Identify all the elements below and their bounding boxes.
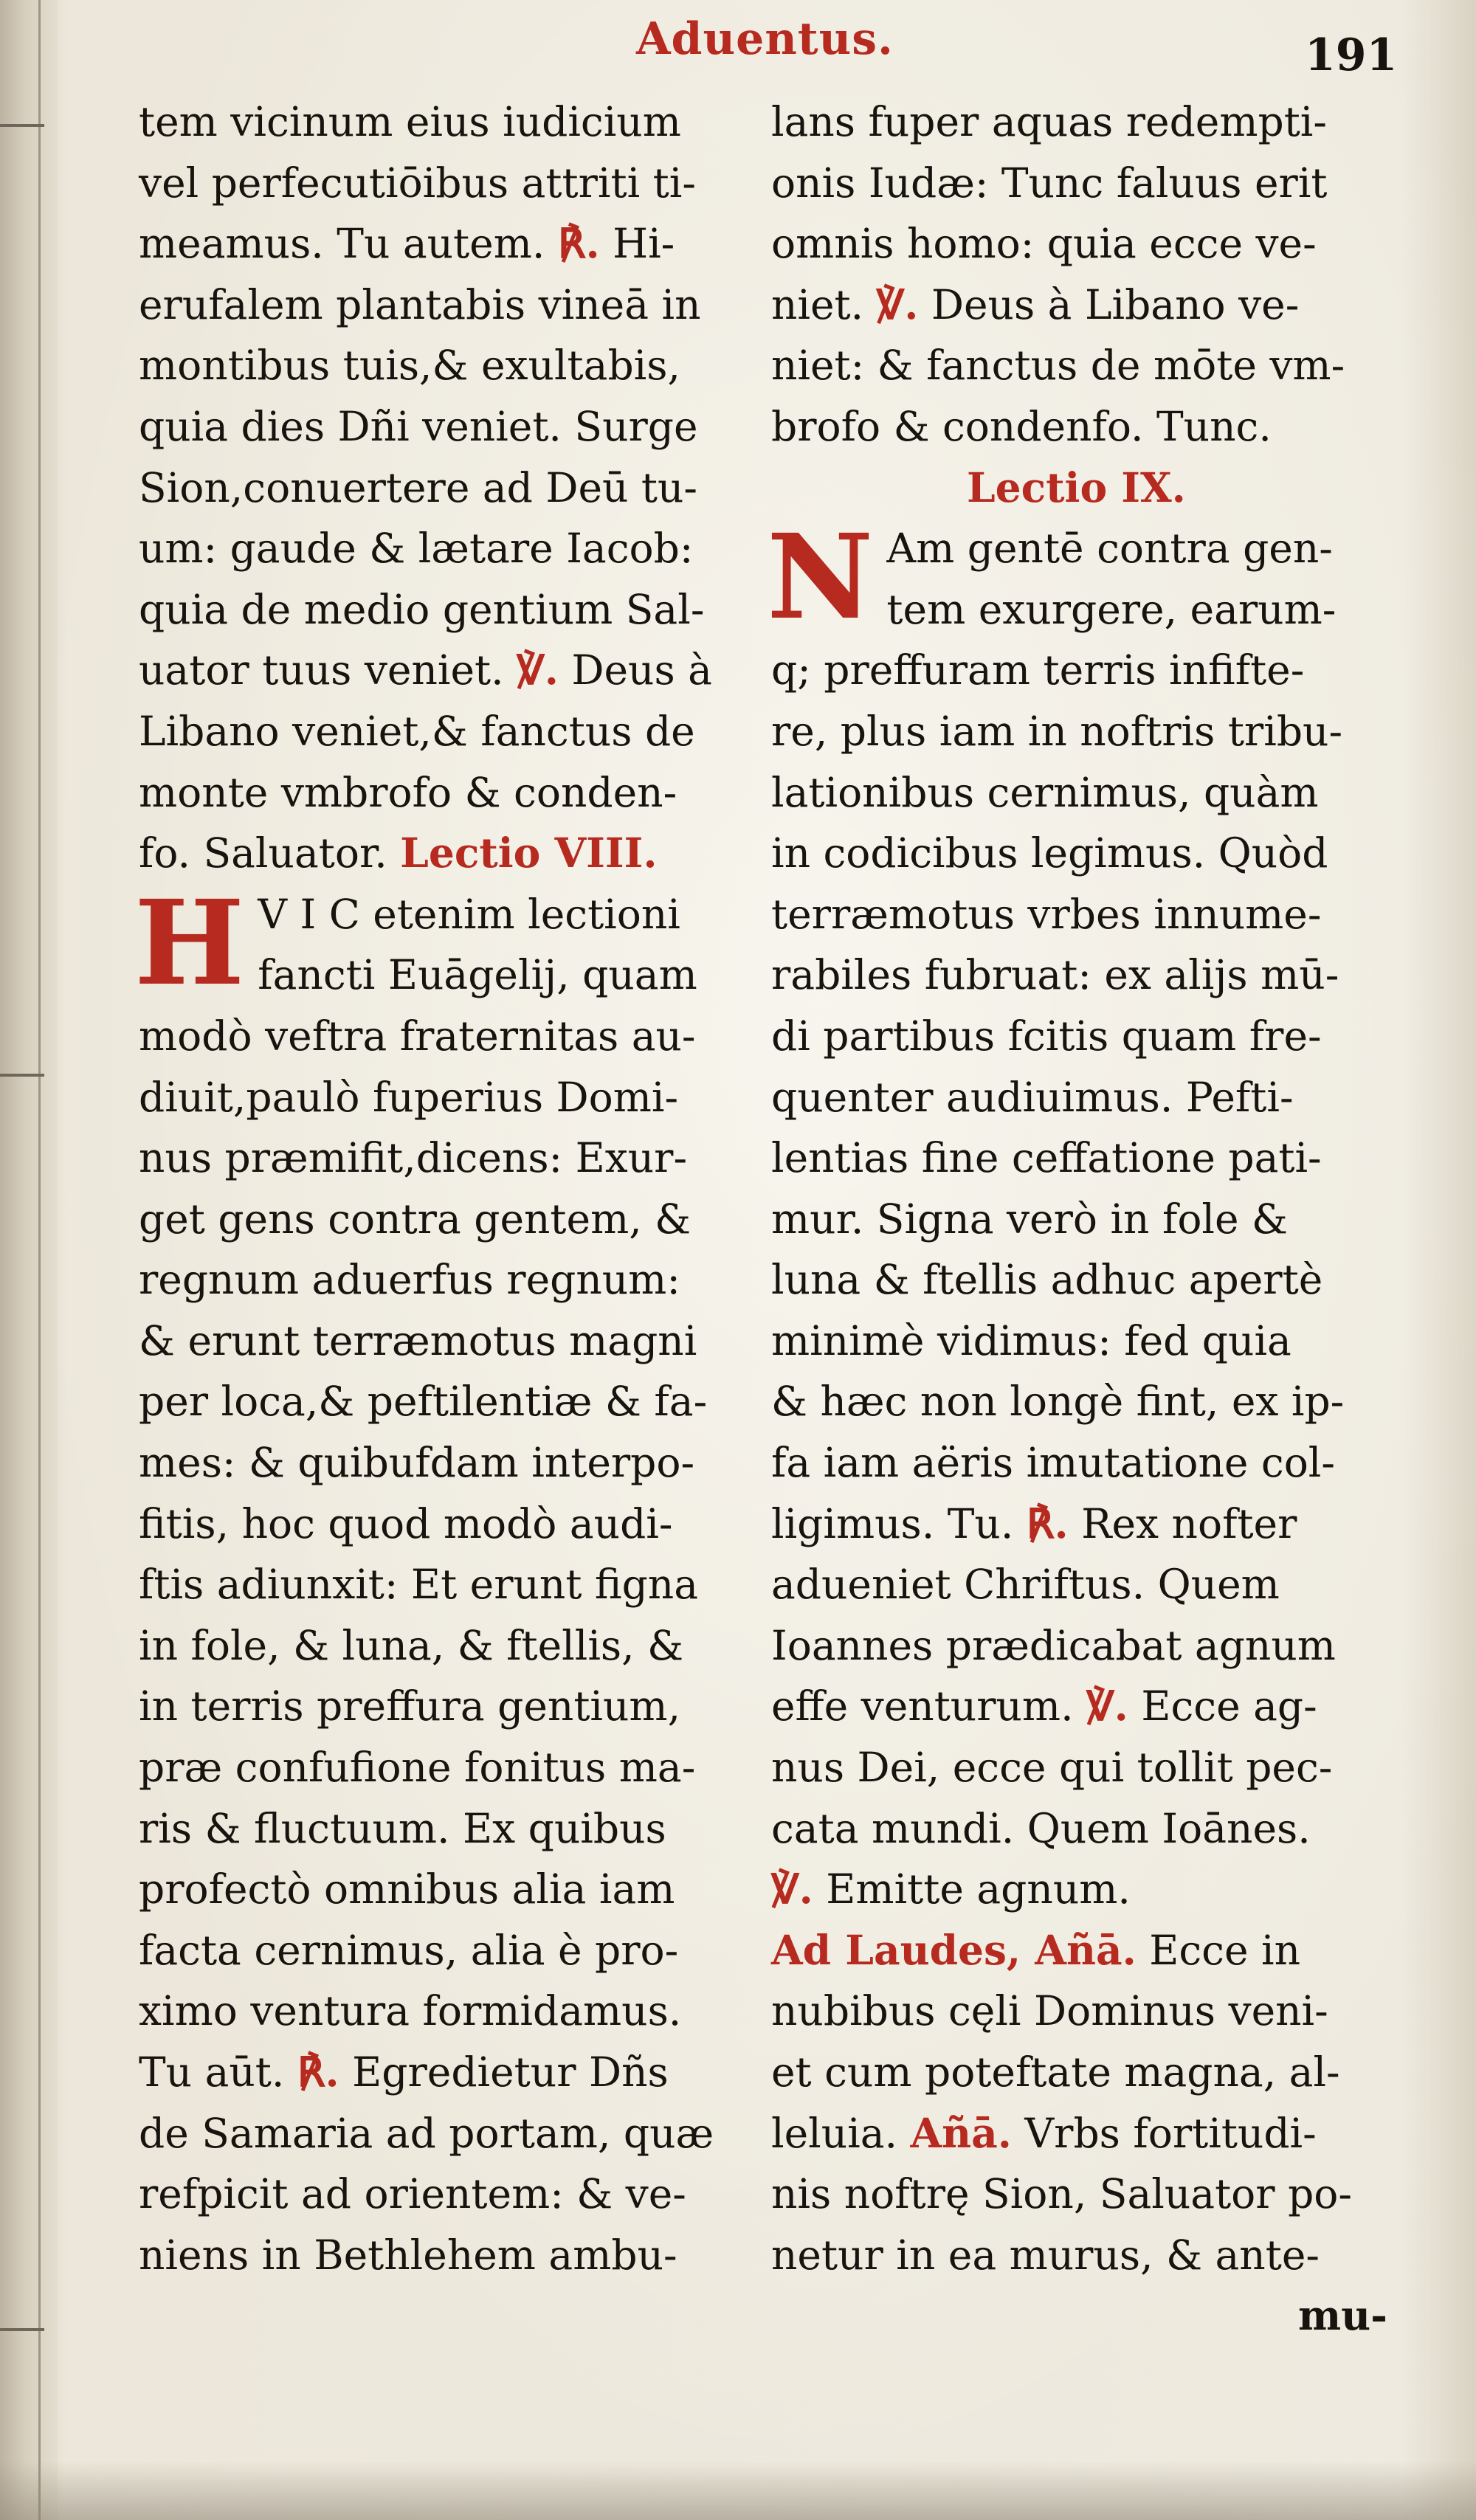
text-segment: effe venturum. [771, 1682, 1087, 1730]
text-line: præ confufione fonitus ma- [139, 1744, 696, 1792]
text-line: omnis homo: quia ecce ve- [771, 220, 1317, 268]
rubric-mark: Ad Laudes, Añā. [771, 1925, 1137, 1974]
text-segment: Ecce in [1136, 1926, 1301, 1974]
text-line: monte vmbrofo & conden- [139, 768, 677, 816]
left-column [134, 92, 751, 2285]
right-column-text [771, 92, 1387, 458]
lectio-ix-text [771, 518, 1387, 2285]
text-line: ris & fluctuum. Ex quibus [139, 1804, 666, 1852]
text-segment: niet. [771, 280, 877, 328]
text-line: fa iam aëris imutatione col- [771, 1439, 1335, 1487]
text-line: quia dies Dñi veniet. Surge [139, 402, 698, 450]
drop-cap-h: H [134, 874, 245, 1012]
text-line [771, 275, 1387, 336]
text-line: niet: & fanctus de mōte vm- [771, 342, 1345, 390]
text-line: Ioannes prædicabat agnum [771, 1621, 1336, 1669]
text-line: in fole, & luna, & ftellis, & [139, 1621, 684, 1669]
text-line: erufalem plantabis vineā in [139, 280, 701, 328]
text-line: re, plus iam in noftris tribu- [771, 707, 1343, 755]
rubric-mark: ℣. [1086, 1682, 1128, 1730]
text-line: Libano veniet,& fanctus de [139, 707, 695, 755]
gutter-thread-mark [0, 124, 44, 127]
lectio-ix-block [767, 509, 1387, 2285]
text-line: vel perfecutiōibus attriti ti- [139, 159, 696, 207]
right-column [767, 92, 1387, 2347]
rubric-mark: Añā. [910, 2108, 1012, 2157]
text-line: ximo ventura formidamus. [139, 1987, 682, 2035]
text-line: & erunt terræmotus magni [139, 1316, 697, 1364]
text-line: niens in Bethlehem ambu- [139, 2231, 677, 2279]
left-column-text [139, 92, 751, 884]
text-segment: Vrbs fortitudi- [1011, 2109, 1317, 2157]
text-line: nus præmifit,dicens: Exur- [139, 1134, 688, 1182]
text-line: minimè vidimus: fed quia [771, 1316, 1292, 1364]
text-segment: Egredietur Dñs [339, 2048, 669, 2096]
text-line: brofo & condenfo. Tunc. [771, 402, 1272, 450]
rubric-mark: ℣. [517, 646, 559, 694]
text-segment: Ecce ag- [1128, 1682, 1317, 1730]
page-bottom-shadow [0, 2461, 1476, 2520]
text-segment: fo. Saluator. [139, 829, 401, 877]
text-line: cata mundi. Quem Ioānes. [771, 1804, 1311, 1852]
text-line [771, 1920, 1387, 1981]
text-line: V I C etenim lectioni [258, 890, 680, 938]
text-line [139, 640, 751, 701]
gutter-crease [38, 0, 41, 2520]
text-line [139, 823, 751, 884]
text-line: quenter audiuimus. Pefti- [771, 1073, 1294, 1121]
text-line [139, 2042, 751, 2103]
text-line: regnum aduerfus regnum: [139, 1256, 680, 1304]
text-line: nis noftrę Sion, Saluator po- [771, 2170, 1352, 2218]
text-line: in codicibus legimus. Quòd [771, 829, 1328, 877]
binding-gutter [0, 0, 58, 2520]
rubric-mark: ℣. [771, 1865, 813, 1913]
text-segment: Deus à [558, 646, 712, 694]
text-line: in terris preffura gentium, [139, 1682, 681, 1730]
lectio-viii-block [134, 874, 751, 2286]
text-segment: leluia. [771, 2109, 911, 2157]
text-segment: ligimus. Tu. [771, 1499, 1027, 1547]
text-line: um: gaude & lætare Iacob: [139, 525, 694, 573]
gutter-thread-mark [0, 1074, 44, 1077]
text-line: Sion,conuertere ad Deū tu- [139, 463, 698, 511]
text-line: fancti Euāgelij, quam [258, 951, 697, 999]
text-line: netur in ea murus, & ante- [771, 2231, 1320, 2279]
text-line: mes: & quibufdam interpo- [139, 1439, 695, 1487]
text-segment: Hi- [599, 220, 675, 268]
text-line: fitis, hoc quod modò audi- [139, 1499, 673, 1547]
text-line: nus Dei, ecce qui tollit pec- [771, 1744, 1333, 1792]
catchword: mu- [1297, 2291, 1387, 2340]
text-line: & hæc non longè fint, ex ip- [771, 1378, 1345, 1426]
text-line: tem exurgere, earum- [886, 585, 1337, 633]
text-line: lans fuper aquas redempti- [771, 98, 1327, 145]
text-segment: Rex nofter [1068, 1499, 1297, 1547]
text-line: tem vicinum eius iudicium [139, 98, 681, 145]
text-line: adueniet Chriftus. Quem [771, 1561, 1280, 1609]
text-line: rabiles fubruat: ex alijs mū- [771, 951, 1339, 999]
text-line: quia de medio gentium Sal- [139, 585, 705, 633]
text-line: lationibus cernimus, quàm [771, 768, 1319, 816]
text-line: facta cernimus, alia è pro- [139, 1926, 679, 1974]
text-segment: meamus. Tu autem. [139, 220, 558, 268]
text-line: de Samaria ad portam, quæ [139, 2109, 714, 2157]
folio-number: 191 [1305, 30, 1398, 81]
text-line: luna & ftellis adhuc apertè [771, 1256, 1323, 1304]
text-line: profectò omnibus alia iam [139, 1865, 675, 1913]
text-segment: uator tuus veniet. [139, 646, 517, 694]
rubric-mark: ℣. [876, 280, 919, 328]
rubric-mark: Lectio VIII. [400, 829, 658, 877]
text-line: per loca,& peftilentiæ & fa- [139, 1378, 708, 1426]
text-line: diuit,paulò fuperius Domi- [139, 1073, 679, 1121]
text-line: terræmotus vrbes innume- [771, 890, 1322, 938]
text-line: mur. Signa verò in fole & [771, 1195, 1289, 1243]
text-line: et cum poteftate magna, al- [771, 2048, 1340, 2096]
text-line [139, 213, 751, 275]
text-segment: Tu aūt. [139, 2048, 297, 2096]
text-line: montibus tuis,& exultabis, [139, 342, 680, 390]
text-line: modò veftra fraternitas au- [139, 1012, 696, 1060]
rubric-mark: ℟. [297, 2048, 339, 2096]
text-line [771, 2103, 1387, 2164]
text-line: lentias fine ceffatione pati- [771, 1134, 1322, 1182]
text-line: get gens contra gentem, & [139, 1195, 692, 1243]
text-line: nubibus cęli Dominus veni- [771, 1987, 1328, 2035]
text-line [771, 1494, 1387, 1555]
gutter-thread-mark [0, 2328, 44, 2331]
rubric-mark: ℟. [1026, 1499, 1069, 1547]
lectio-viii-text [139, 884, 751, 2286]
text-line: q; preffuram terris infifte- [771, 646, 1305, 694]
text-line [771, 1859, 1387, 1920]
rubric-mark: ℟. [557, 219, 600, 268]
text-line [771, 1676, 1387, 1737]
drop-cap-n: N [767, 509, 874, 646]
text-segment: Deus à Libano ve- [918, 280, 1300, 328]
text-line: ftis adiunxit: Et erunt figna [139, 1561, 699, 1609]
text-segment: Emitte agnum. [813, 1865, 1131, 1913]
text-line: refpicit ad orientem: & ve- [139, 2170, 686, 2218]
lectio-ix-heading: Lectio IX. [967, 463, 1186, 511]
running-head: Aduentus. [636, 13, 894, 65]
text-line: di partibus fcitis quam fre- [771, 1012, 1322, 1060]
text-line: Am gentē contra gen- [886, 525, 1333, 573]
text-line: onis Iudæ: Tunc faluus erit [771, 159, 1328, 207]
